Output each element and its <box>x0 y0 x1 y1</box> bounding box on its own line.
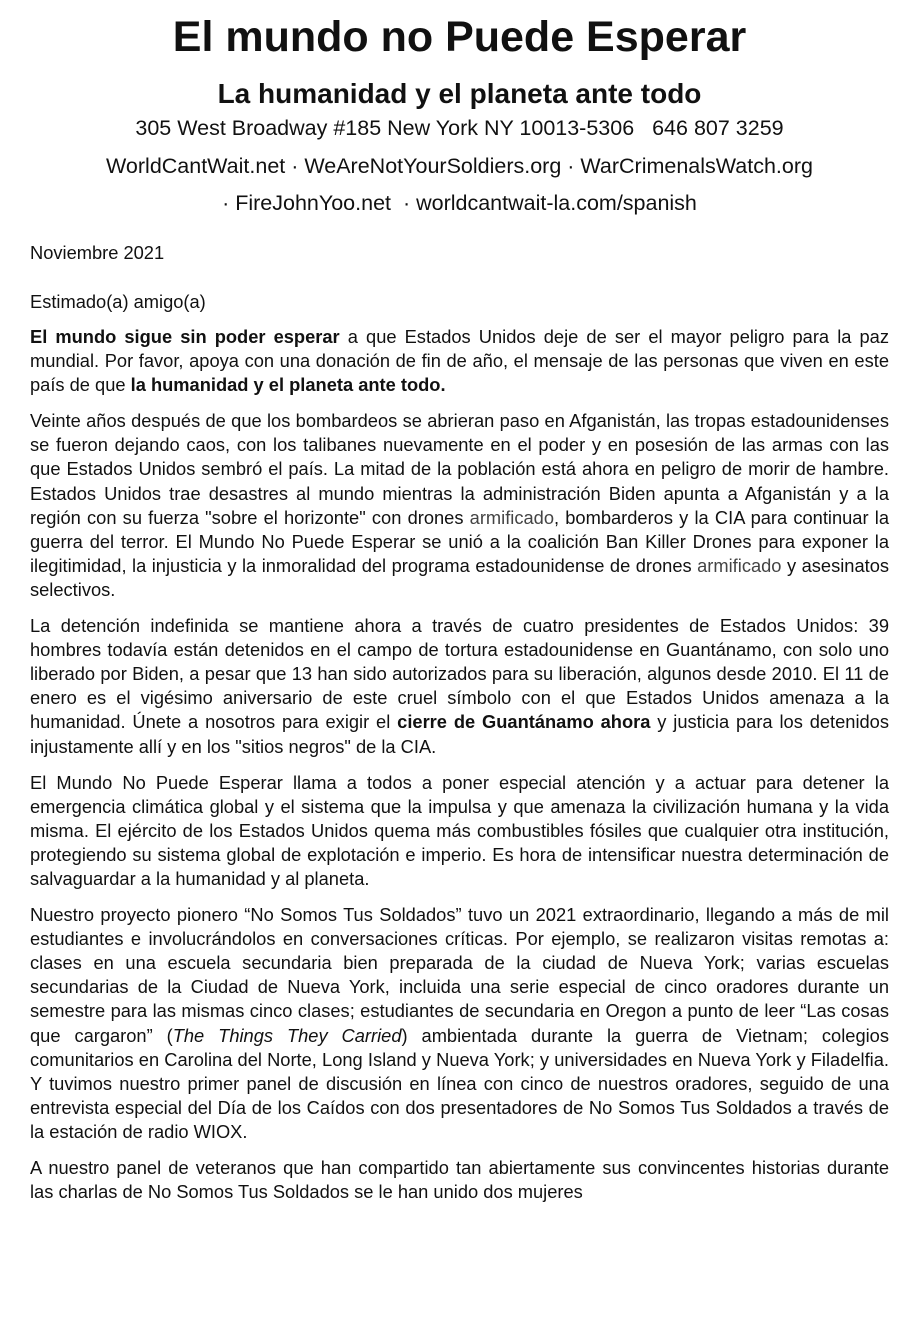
bold-phrase: la humanidad y el planeta ante todo. <box>130 374 446 396</box>
organization-title: El mundo no Puede Esperar <box>172 13 747 61</box>
paragraph-guantanamo <box>30 614 889 759</box>
text-run: , bombarderos y la CIA para continuar la guerra del terror. El Mundo No Puede Esperar se unió a la coalición Ban Killer Drones para exponer la ilegitimidad, la injusticia y la inmoralidad del programa estadounidense de drones <box>30 506 889 576</box>
text-run: Nuestro proyecto pionero “No Somos Tus Soldados” tuvo un 2021 extraordinario, llegando a más de mil estudiantes e involucrándolos en conversaciones críticas. Por ejemplo, se realizaron visitas remotas a: clases en una escuela secundaria bien preparada de la ciudad de Nueva York; varias escuelas secundarias de la Ciudad de Nueva York, incluida una serie especial de cinco oradores durante un semestre para las mismas cinco clases; estudiantes de secundaria en Oregon a punto de leer “Las cosas que cargaron” ( <box>30 904 889 1046</box>
bold-phrase: El mundo sigue sin poder esperar <box>30 326 340 347</box>
text-run: y justicia para los detenidos injustamente allí y en los "sitios negros" de la CIA. <box>30 711 889 757</box>
italic-book-title: The Things They Carried <box>172 1024 402 1046</box>
website-links-line-2: · FireJohnYoo.net · worldcantwait-la.com/spanish <box>222 191 697 215</box>
text-run: El Mundo No Puede Esperar llama a todos a poner especial atención y a actuar para detener la emergencia climática global y el sistema que la impulsa y que amenaza la civilización humana y la vida misma. El ejército de los Estados Unidos quema más combustibles fósiles que cualquier otra institución, protegiendo su sistema global de explotación e imperio. Es hora de intensificar nuestra determinación de salvaguardar a la humanidad y al planeta. <box>30 771 889 889</box>
paragraph-veterans-panel <box>30 1156 889 1204</box>
text-run: y asesinatos selectivos. <box>30 554 889 600</box>
muted-word: armificado <box>469 506 554 528</box>
letter-date: Noviembre 2021 <box>30 242 165 263</box>
address-text: 305 West Broadway #185 New York NY 10013-5306 646 807 3259 <box>135 116 784 140</box>
muted-word: armificado <box>697 554 782 576</box>
paragraph-appeal <box>30 325 889 397</box>
address-phone <box>30 115 889 141</box>
paragraph-climate <box>30 771 889 891</box>
letterhead <box>30 0 889 216</box>
organization-slogan: La humanidad y el planeta ante todo <box>217 78 702 109</box>
text-run: Veinte años después de que los bombardeos se abrieran paso en Afganistán, las tropas estadounidenses se fueron dejando caos, con los talibanes nuevamente en el poder y en posesión de las armas con las que Estados Unidos sembró el país. La mitad de la población está ahora en peligro de morir de hambre. Estados Unidos trae desastres al mundo mientras la administración Biden apunta a Afganistán y a la región con su fuerza "sobre el horizonte" con drones <box>30 410 889 528</box>
paragraph-afghanistan <box>30 409 889 602</box>
text-run: La detención indefinida se mantiene ahora a través de cuatro presidentes de Estados Unidos: 39 hombres todavía están detenidos en el campo de tortura estadounidense en Guantánamo, con solo uno liberado por Biden, a pesar que 13 han sido autorizados para su liberación, algunos desde 2010. El 11 de enero es el vigésimo aniversario de este cruel símbolo con el que Estados Unidos amenaza a la humanidad. Únete a nosotros para exigir el <box>30 615 889 733</box>
text-run: A nuestro panel de veteranos que han compartido tan abiertamente sus convincentes historias durante las charlas de No Somos Tus Soldados se le han unido dos mujeres <box>30 1157 889 1203</box>
website-links-line-1: WorldCantWait.net · WeAreNotYourSoldiers.org · WarCrimenalsWatch.org <box>106 154 813 178</box>
text-run: a que Estados Unidos deje de ser el mayor peligro para la paz mundial. Por favor, apoya con una donación de fin de año, el mensaje de las personas que viven en este país de que <box>30 326 889 396</box>
letter-greeting: Estimado(a) amigo(a) <box>30 291 206 312</box>
paragraph-no-somos-tus-soldados <box>30 903 889 1144</box>
text-run: ) ambientada durante la guerra de Vietnam; colegios comunitarios en Carolina del Norte, Long Island y Nueva York; y universidades en Nueva York y Filadelfia. Y tuvimos nuestro primer panel de discusión en línea con cinco de nuestros oradores, seguido de una entrevista especial del Día de los Caídos con dos presentadores de No Somos Tus Soldados a través de la estación de radio WIOX. <box>30 1024 889 1142</box>
bold-phrase: cierre de Guantánamo ahora <box>397 711 651 733</box>
